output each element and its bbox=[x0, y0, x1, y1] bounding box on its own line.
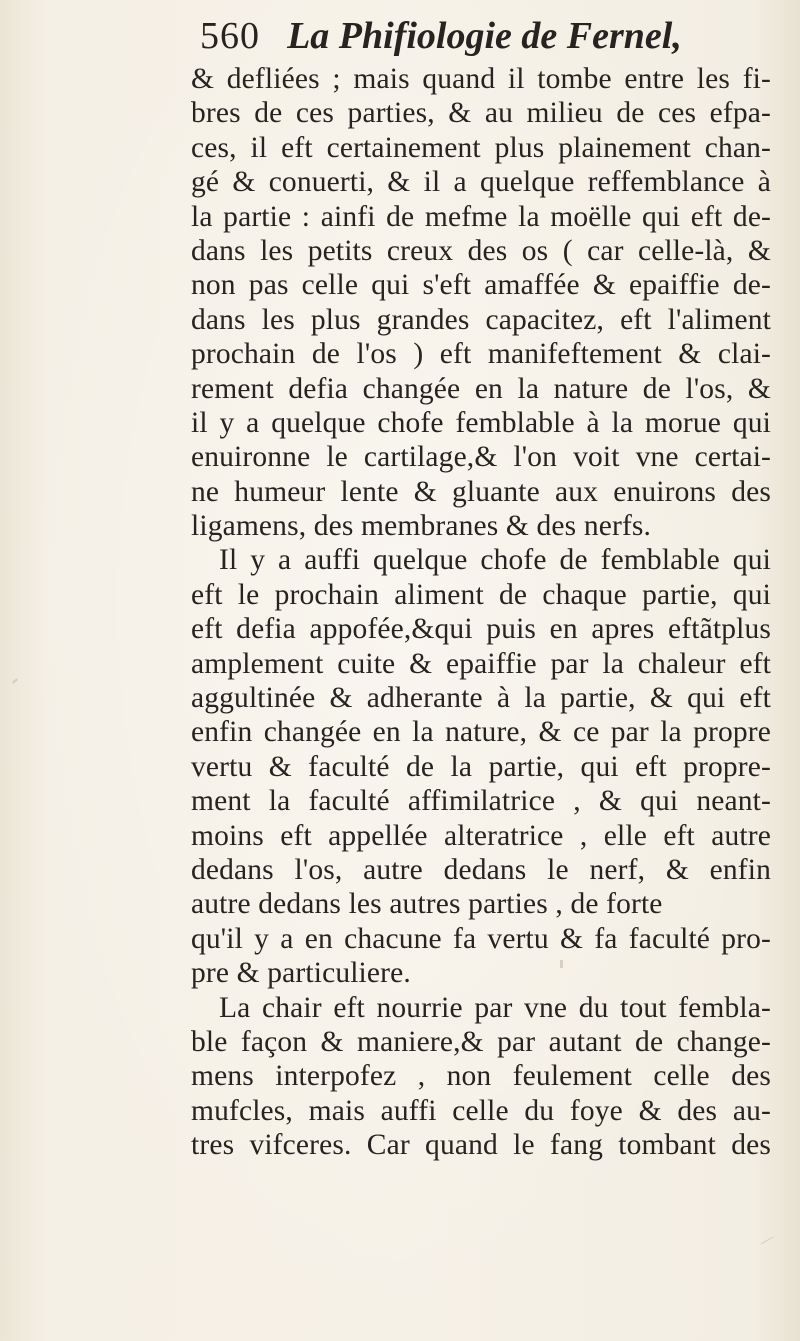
text-line: autre dedans les autres parties , de forte bbox=[191, 888, 663, 921]
text-line: vertu & faculté de la partie, qui eft propre- bbox=[191, 750, 771, 783]
text-line: ment la faculté affimilatrice , & qui neant- bbox=[191, 785, 771, 818]
text-line: & defliées ; mais quand il tombe entre les fi- bbox=[191, 63, 772, 95]
text-line: mens interpofez , non feulement celle des bbox=[191, 1060, 771, 1093]
text-line: tres vifceres. Car quand le fang tombant des bbox=[191, 1129, 771, 1162]
paper-fleck bbox=[12, 678, 18, 683]
text-line: la partie : ainfi de mefme la moëlle qui eft de- bbox=[191, 200, 772, 233]
text-line: Il y a auffi quelque chofe de femblable qui bbox=[219, 544, 771, 577]
text-line: il y a quelque chofe femblable à la morue qui bbox=[191, 406, 771, 439]
text-line: gé & conuerti, & il a quelque reffemblance à bbox=[191, 166, 771, 199]
text-line: pre & particuliere. bbox=[191, 957, 411, 990]
text-line: bres de ces parties, & au milieu de ces efpa- bbox=[191, 97, 771, 130]
text-line: ble façon & maniere,& par autant de change- bbox=[191, 1025, 771, 1058]
text-line: aggultinée & adherante à la partie, & qui eft bbox=[191, 682, 771, 715]
text-line: La chair eft nourrie par vne du tout fembla- bbox=[219, 991, 771, 1024]
paper-fleck bbox=[560, 960, 563, 968]
text-line: dans les petits creux des os ( car celle-là, & bbox=[191, 234, 771, 267]
running-title: La Phifiologie de Fernel, bbox=[287, 15, 682, 57]
paper-fleck bbox=[761, 1237, 774, 1245]
text-line: non pas celle qui s'eft amaffée & epaiffie de- bbox=[191, 269, 771, 302]
body-text bbox=[191, 62, 771, 1163]
text-line: dedans l'os, autre dedans le nerf, & enfin bbox=[191, 853, 772, 886]
text-line: ces, il eft certainement plus plainement chan- bbox=[191, 131, 771, 164]
text-line: ligamens, des membranes & des nerfs. bbox=[191, 510, 652, 543]
text-line: rement defia changée en la nature de l'os, & bbox=[191, 372, 771, 405]
page-number: 560 bbox=[200, 15, 260, 57]
text-line: dans les plus grandes capacitez, eft l'aliment bbox=[191, 303, 771, 336]
text-line: qu'il y a en chacune fa vertu & fa faculté pro- bbox=[191, 922, 772, 955]
text-line: enuironne le cartilage,& l'on voit vne certai- bbox=[191, 441, 772, 474]
text-line: eft le prochain aliment de chaque partie, qui bbox=[191, 578, 772, 611]
text-line: prochain de l'os ) eft manifeftement & clai- bbox=[191, 338, 772, 371]
text-line: ne humeur lente & gluante aux enuirons des bbox=[191, 475, 771, 508]
text-line: eft defia appofée,&qui puis en apres eftãtplus bbox=[191, 613, 771, 646]
text-line: mufcles, mais auffi celle du foye & des au- bbox=[191, 1094, 771, 1127]
text-line: amplement cuite & epaiffie par la chaleur eft bbox=[191, 647, 772, 680]
text-line: enfin changée en la nature, & ce par la propre bbox=[191, 716, 772, 749]
text-line: moins eft appellée alteratrice , elle eft autre bbox=[191, 819, 771, 852]
